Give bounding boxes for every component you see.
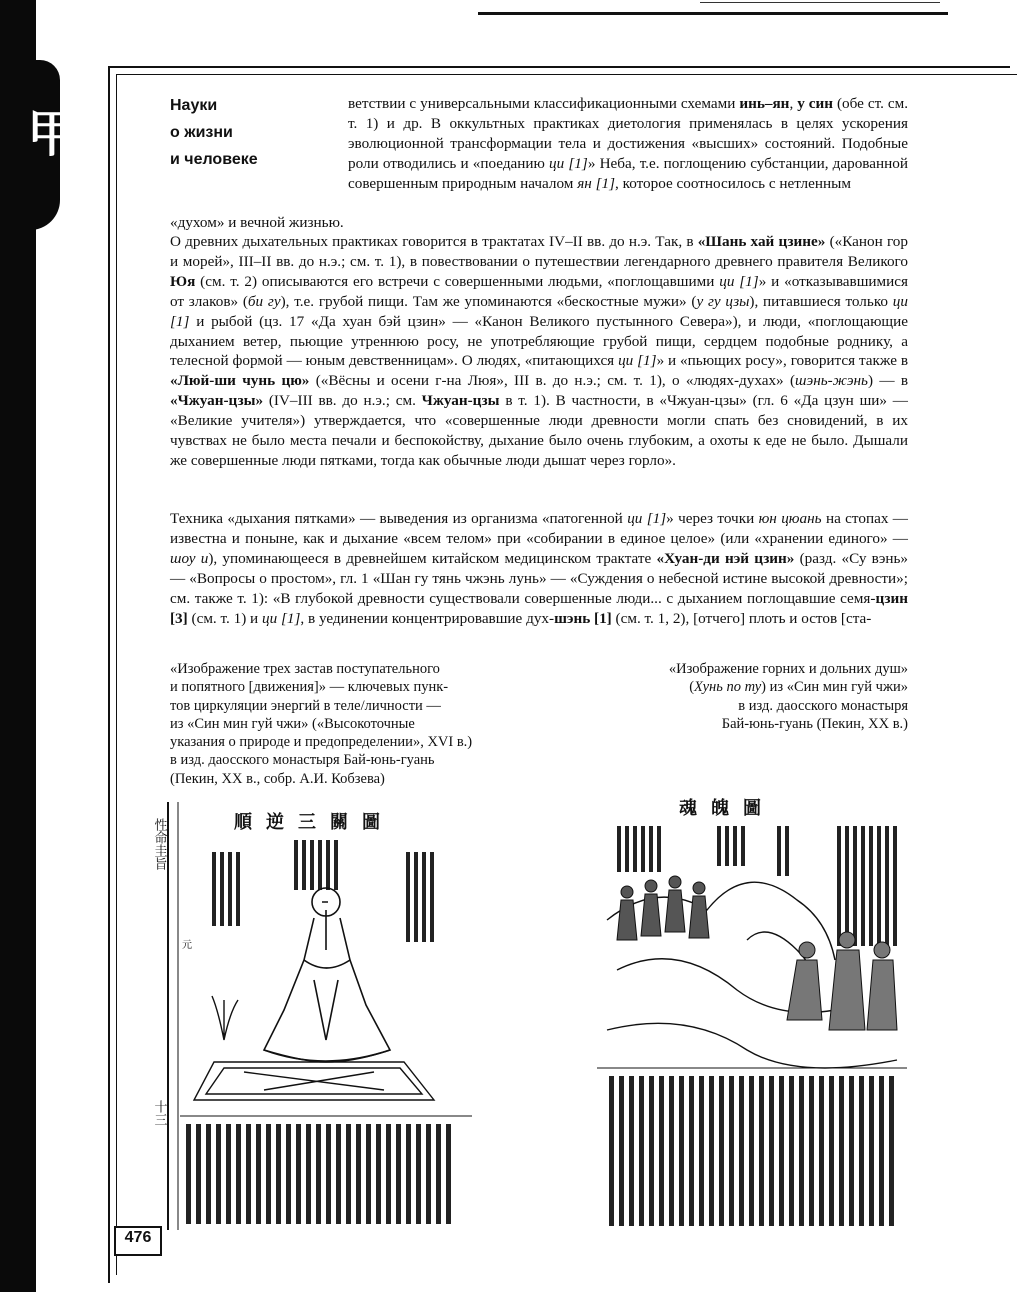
top-rule xyxy=(478,12,948,15)
main-paragraph: О древних дыхательных практиках говорится в трактатах IV–II вв. до н.э. Так, в «Шань хай цзине» («Канон гор и морей», III–II вв. до н.э.; см. т. 1), в повествовании о путешествии легендарного древнего правителя Великого Юя (см. т. 2) описываются его встречи с совершенными людьми, «поглощавшими ци [1]» и «отказывавшимися от злаков» (би гу), т.е. грубой пищи. Там же упоминаются «бескостные мужи» (у гу цзы), питавшиеся только ци [1] и рыбой (цз. 17 «Да хуан бэй цзин» — «Канон Великого пустынного Севера»), и люди, «поглощающие дыханием ветер, пьющие утреннюю росу, не употребляющие грубой пищи, сердцем подобные роднику, а телесной формой — юным девственницам». О людях, «питающихся ци [1]» и «пьющих росу», говорится также в «Люй-ши чунь цю» («Вёсны и осени г-на Люя», III в. до н.э.; см. т. 1), о «людях-духах» (шэнь-жэнь) — в «Чжуан-цзы» (IV–III вв. до н.э.; см. Чжуан-цзы в т. 1). В частности, в «Чжуан-цзы» (гл. 6 «Да цзун ши» — «Великие учителя») утверждается, что «совершенные люди древности могли спать без сновидений, в их чувствах не было места печали и беспокойству, дыхание было очень глубоким, а охоты к еде не было. Дышали же совершенные люди пятками, тогда как обычные люди дышат через горло». xyxy=(170,233,909,469)
three-gates-illustration xyxy=(151,800,474,1232)
side-char: 元 xyxy=(182,940,192,951)
caption-left: «Изображение трех застав поступательного и попятного [движения]» — ключевых пунк- тов циркуляции энергий в теле/личности — из «Син мин гуй чжи» («Высокоточные указания о природе и предопределении», XVI в.) в изд. даосского монастыря Бай-юнь-гуань (Пекин, XX в., собр. А.И. Кобзева) xyxy=(170,661,473,787)
technique-paragraph: Техника «дыхания пятками» — выведения из организма «патогенной ци [1]» через точки юн цюань на стопах — известна и поныне, как и дыхание «всем телом» при «собирании в единое целое» (или «хранении единого» — шоу и), упоминающееся в древнейшем китайском медицинском трактате «Хуан-ди нэй цзин» (разд. «Су вэнь» — «Вопросы о простом», гл. 1 «Шан гу тянь чжэнь лунь» — «Суждения о небесной истине высокой древности»; см. также т. 1): «В глубокой древности существовали совершенные люди... с дыханием поглощавшие семя-цзин [3] (см. т. 1) и ци [1], в уединении концентрировавшие дух-шэнь [1] (см. т. 1, 2), [отчего] плоть и остов [ста- xyxy=(170,510,909,627)
page-number: 476 xyxy=(124,1229,152,1246)
side-page-number: 十三 xyxy=(151,1100,167,1126)
chapter-glyph: 甲 xyxy=(27,104,77,163)
bottom-rule xyxy=(114,1254,160,1256)
illustration-title: 魂魄圖 xyxy=(679,798,775,819)
top-rule-thin xyxy=(700,2,940,3)
souls-illustration xyxy=(597,790,907,1236)
intro-paragraph-end: «духом» и вечной жизнью. xyxy=(170,214,344,231)
illustration-title: 順逆三關圖 xyxy=(234,812,394,833)
text-columns-bottom xyxy=(609,1076,894,1226)
caption-right: «Изображение горних и дольних душ» (Хунь по ту) из «Син мин гуй чжи» в изд. даосского монастыря Бай-юнь-гуань (Пекин, XX в.) xyxy=(668,661,908,732)
section-title-line: Науки xyxy=(170,97,218,114)
section-title xyxy=(170,92,340,173)
section-title-line: и человеке xyxy=(170,151,258,168)
side-book-title: 性命圭旨 xyxy=(151,818,167,870)
section-title-line: о жизни xyxy=(170,124,233,141)
figure-group-lower xyxy=(787,932,897,1030)
intro-paragraph: ветствии с универсальными классификационными схемами инь–ян, у син (обе ст. см. т. 1) и др. В оккультных практиках диетология применялась в целях ускорения эволюционной трансформации тела и достижения «высших» состояний. Подобные роли отводились и «поеданию ци [1]» Неба, т.е. поглощению субстанции, дарованной совершенным природным началом ян [1], которое соотносилось с нетленным xyxy=(348,95,909,192)
